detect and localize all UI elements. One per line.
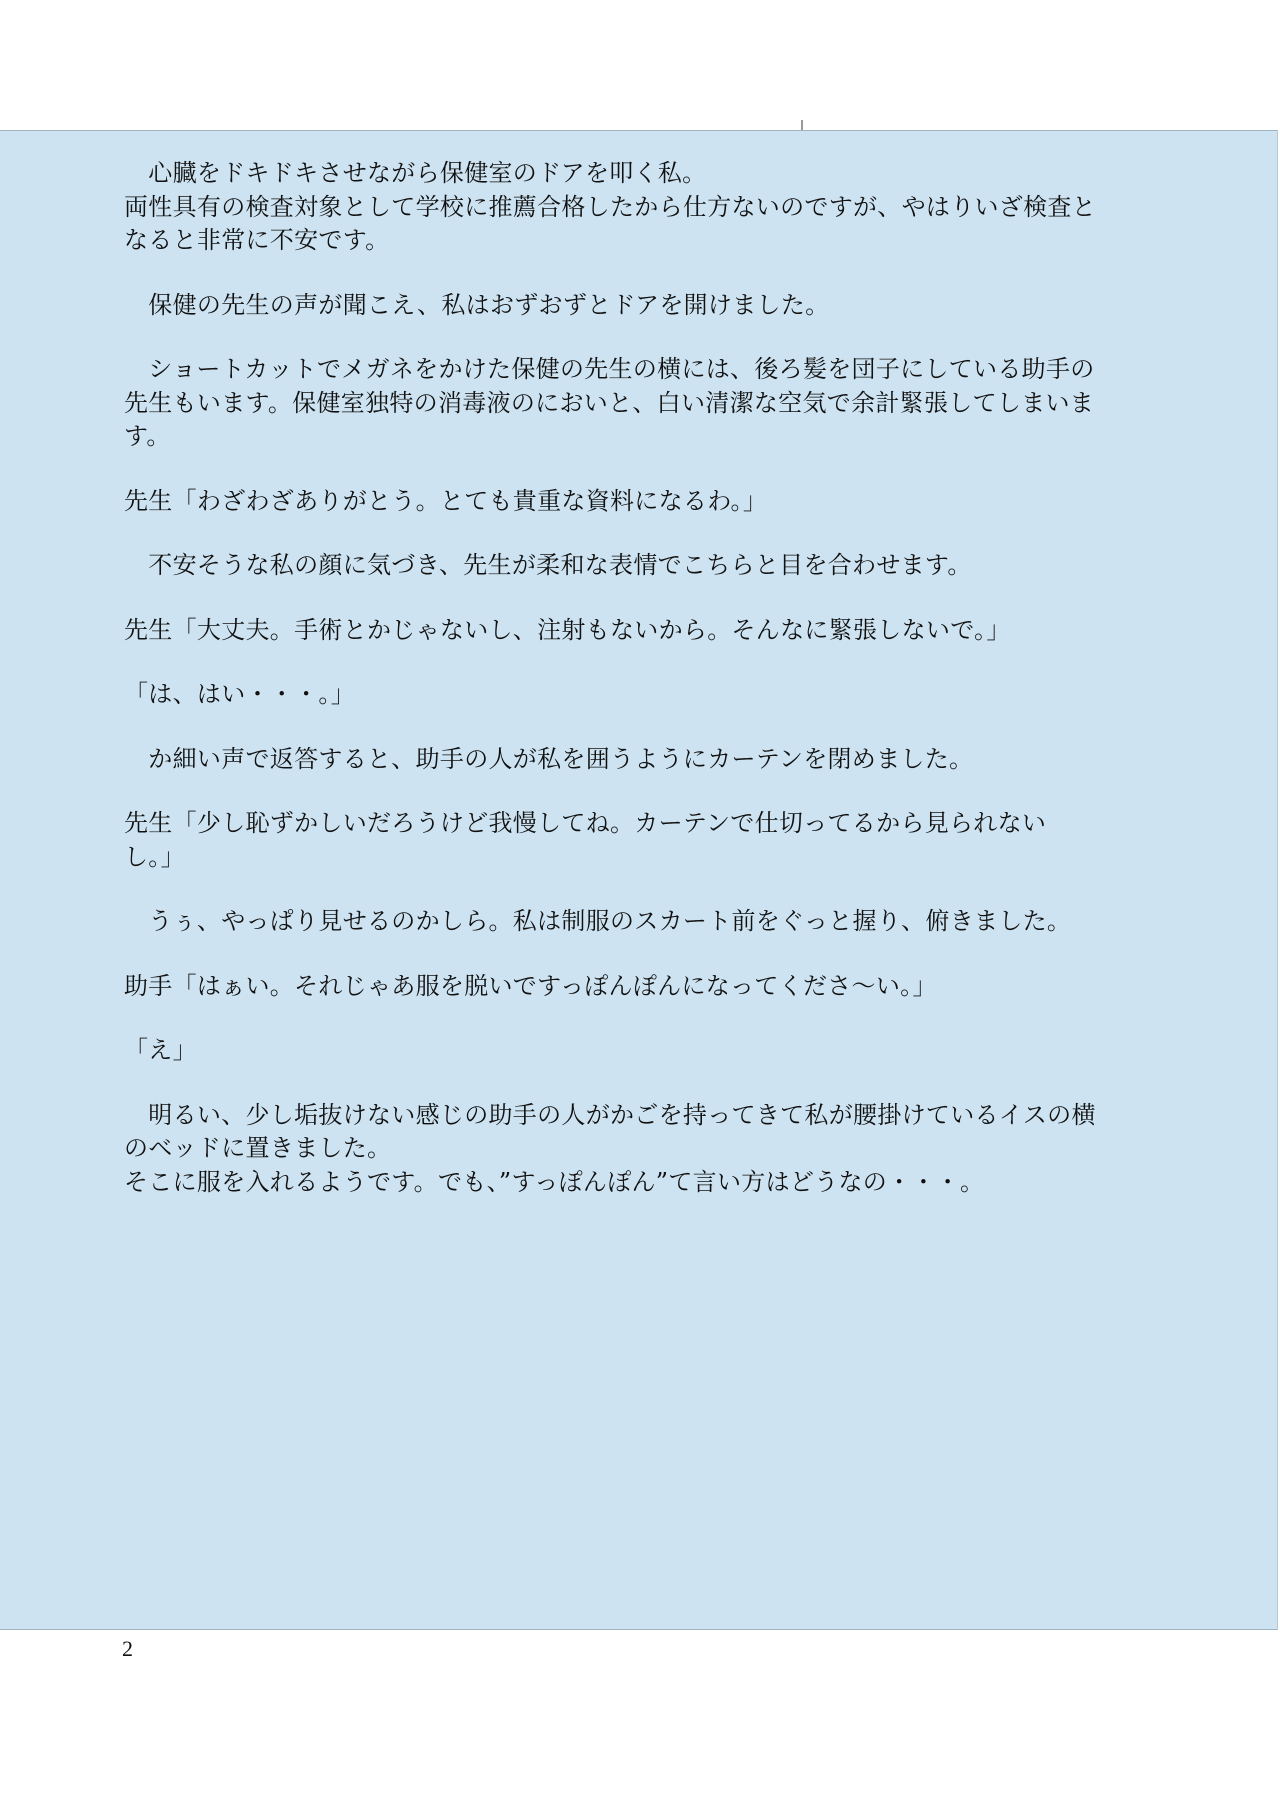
text-line: ショートカットでメガネをかけた保健の先生の横には、後ろ髪を団子にしている助手の	[124, 355, 1095, 383]
text-line: 先生もいます。保健室独特の消毒液のにおいと、白い清潔な空気で余計緊張してしまいま	[124, 388, 1095, 417]
paragraph	[124, 1099, 1164, 1200]
paragraph	[124, 743, 1164, 777]
paragraph	[124, 157, 1164, 258]
paragraph	[124, 614, 1164, 648]
paragraph	[124, 905, 1164, 939]
text-line: そこに服を入れるようです。でも、”すっぽんぽん”て言い方はどうなの・・・。	[124, 1167, 985, 1196]
text-line: 先生「少し恥ずかしいだろうけど我慢してね。カーテンで仕切ってるから見られない	[124, 809, 1047, 837]
text-line: 両性具有の検査対象として学校に推薦合格したから仕方ないのですが、やはりいざ検査と	[124, 192, 1096, 221]
text-line: なると非常に不安です。	[124, 226, 390, 254]
text-line: し。」	[124, 842, 185, 871]
paragraph	[124, 485, 1164, 519]
text-line: 保健の先生の声が聞こえ、私はおずおずとドアを開けました。	[124, 290, 830, 319]
body-text	[124, 157, 1164, 1230]
text-line: か細い声で返答すると、助手の人が私を囲うようにカーテンを閉めました。	[124, 744, 974, 773]
text-box[interactable]	[0, 130, 1278, 1630]
text-line: 明るい、少し垢抜けない感じの助手の人がかごを持ってきて私が腰掛けているイスの横	[124, 1100, 1096, 1129]
text-line: す。	[124, 422, 171, 450]
text-line: 心臓をドキドキさせながら保健室のドアを叩く私。	[124, 159, 707, 187]
text-line: 先生「大丈夫。手術とかじゃないし、注射もないから。そんなに緊張しないで。」	[124, 615, 1011, 644]
paragraph	[124, 1034, 1164, 1068]
paragraph	[124, 807, 1164, 874]
paragraph	[124, 353, 1164, 454]
text-line: 不安そうな私の顔に気づき、先生が柔和な表情でこちらと目を合わせます。	[124, 551, 972, 579]
paragraph	[124, 970, 1164, 1004]
text-line: のベッドに置きました。	[124, 1134, 392, 1162]
text-line: 先生「わざわざありがとう。とても貴重な資料になるわ。」	[124, 486, 768, 515]
paragraph	[124, 549, 1164, 583]
text-line: 助手「はぁい。それじゃあ服を脱いですっぽんぽんになってくださ～い。」	[124, 971, 937, 1000]
text-line: 「え」	[124, 1036, 197, 1064]
paragraph	[124, 678, 1164, 712]
text-line: うぅ、やっぱり見せるのかしら。私は制服のスカート前をぐっと握り、俯きました。	[124, 907, 1072, 935]
page-number: 2	[122, 1636, 133, 1661]
text-line: 「は、はい・・・。」	[124, 680, 355, 708]
paragraph	[124, 289, 1164, 323]
